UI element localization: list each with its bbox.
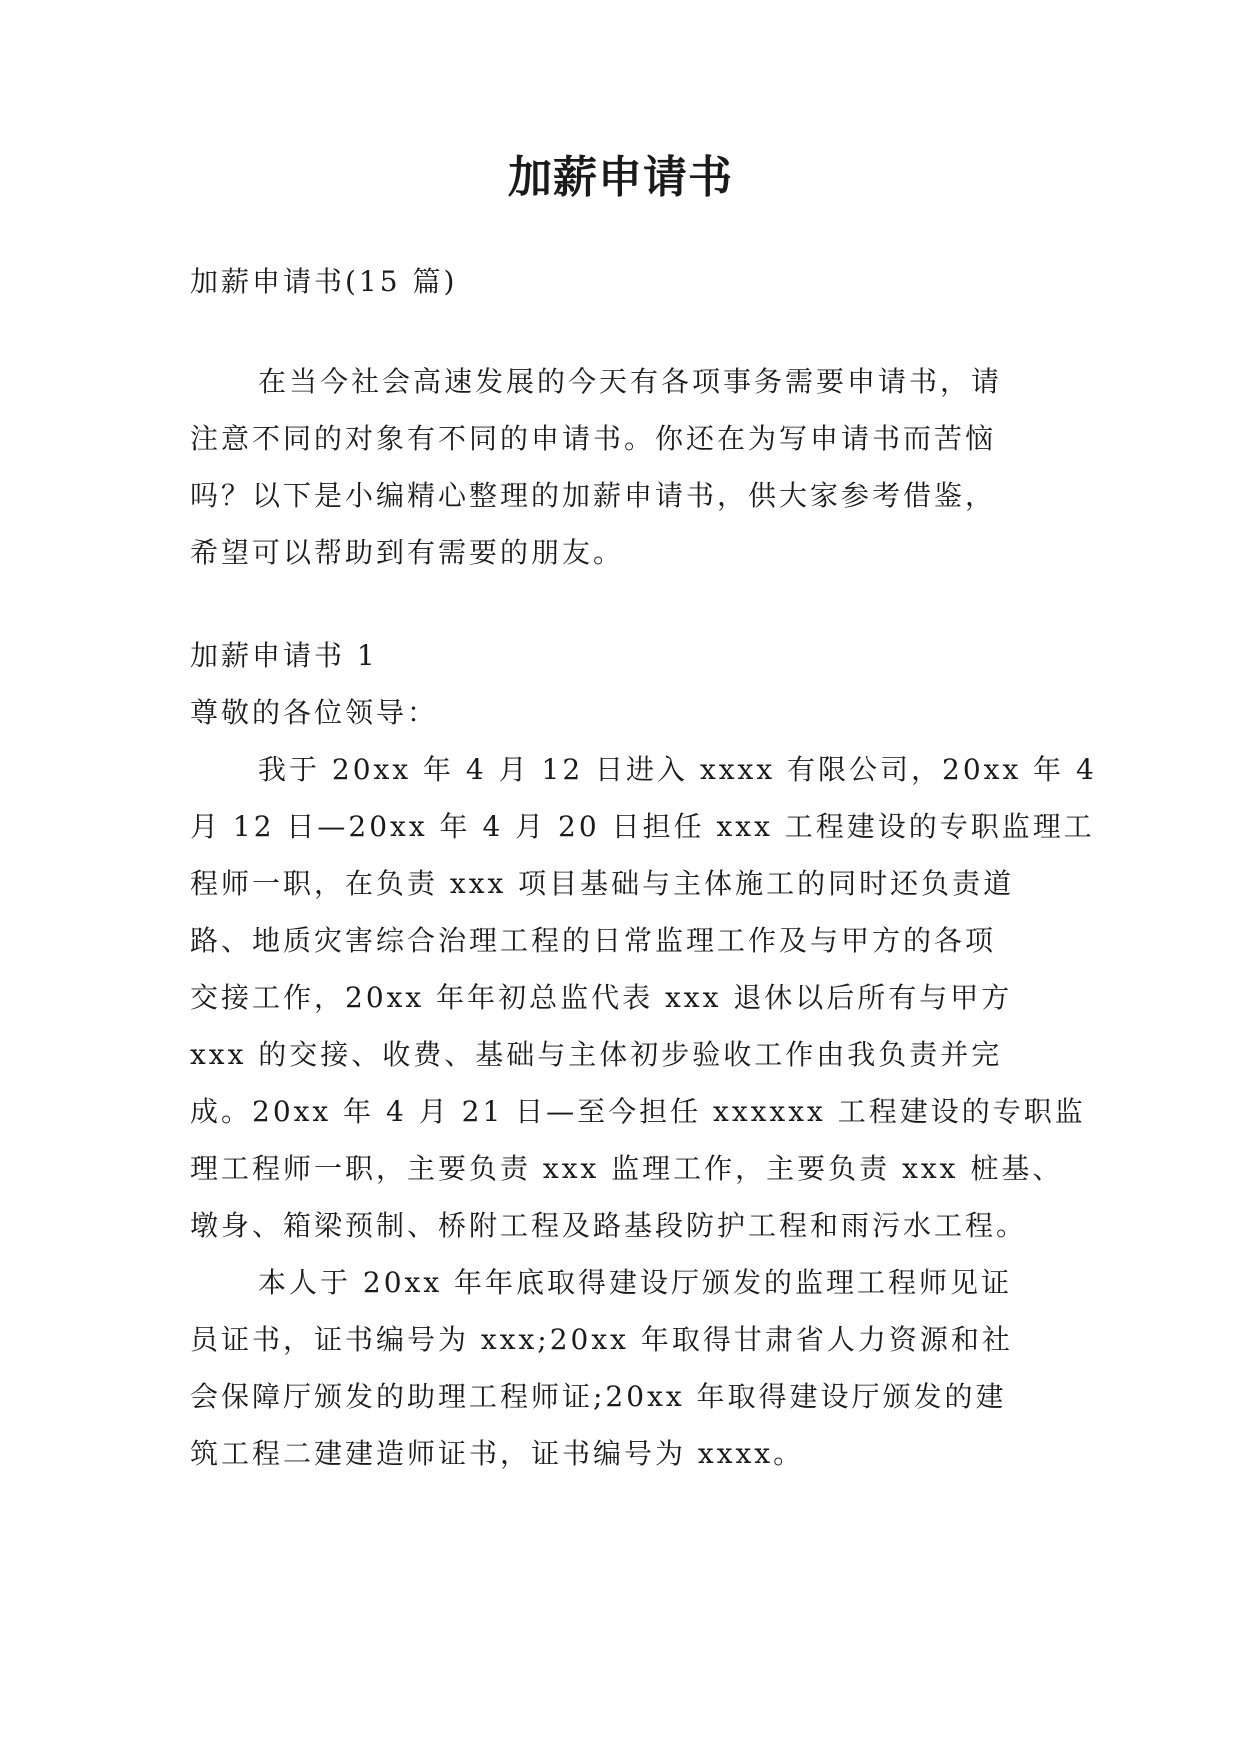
paragraph1-line-9: 墩身、箱梁预制、桥附工程及路基段防护工程和雨污水工程。 xyxy=(190,1209,1028,1242)
document-title: 加薪申请书 xyxy=(508,152,733,203)
document-subtitle: 加薪申请书(15 篇) xyxy=(190,265,458,298)
paragraph2-line-3: 会保障厅颁发的助理工程师证;20xx 年取得建设厅颁发的建 xyxy=(190,1380,1007,1413)
paragraph1-line-3: 程师一职，在负责 xxx 项目基础与主体施工的同时还负责道 xyxy=(190,867,1015,900)
paragraph1-line-8: 理工程师一职，主要负责 xxx 监理工作，主要负责 xxx 桩基、 xyxy=(190,1152,1064,1185)
paragraph1-line-1: 我于 20xx 年 4 月 12 日进入 xxxx 有限公司，20xx 年 4 xyxy=(258,753,1097,786)
paragraph1-line-7: 成。20xx 年 4 月 21 日—至今担任 xxxxxx 工程建设的专职监 xyxy=(190,1095,1086,1128)
paragraph2-line-4: 筑工程二建建造师证书，证书编号为 xxxx。 xyxy=(190,1437,805,1470)
paragraph2-line-1: 本人于 20xx 年年底取得建设厅颁发的监理工程师见证 xyxy=(258,1266,1013,1299)
intro-line-4: 希望可以帮助到有需要的朋友。 xyxy=(190,536,625,569)
section-heading: 加薪申请书 1 xyxy=(190,639,378,672)
paragraph1-line-2: 月 12 日—20xx 年 4 月 20 日担任 xxx 工程建设的专职监理工 xyxy=(190,810,1095,843)
intro-line-1: 在当今社会高速发展的今天有各项事务需要申请书，请 xyxy=(258,365,1003,398)
paragraph2-line-2: 员证书，证书编号为 xxx;20xx 年取得甘肃省人力资源和社 xyxy=(190,1323,1013,1356)
paragraph1-line-5: 交接工作，20xx 年年初总监代表 xxx 退休以后所有与甲方 xyxy=(190,981,1013,1014)
paragraph1-line-4: 路、地质灾害综合治理工程的日常监理工作及与甲方的各项 xyxy=(190,924,997,957)
intro-line-3: 吗？以下是小编精心整理的加薪申请书，供大家参考借鉴， xyxy=(190,479,997,512)
paragraph1-line-6: xxx 的交接、收费、基础与主体初步验收工作由我负责并完 xyxy=(190,1038,1003,1071)
intro-line-2: 注意不同的对象有不同的申请书。你还在为写申请书而苦恼 xyxy=(190,422,997,455)
salutation: 尊敬的各位领导： xyxy=(190,696,439,729)
